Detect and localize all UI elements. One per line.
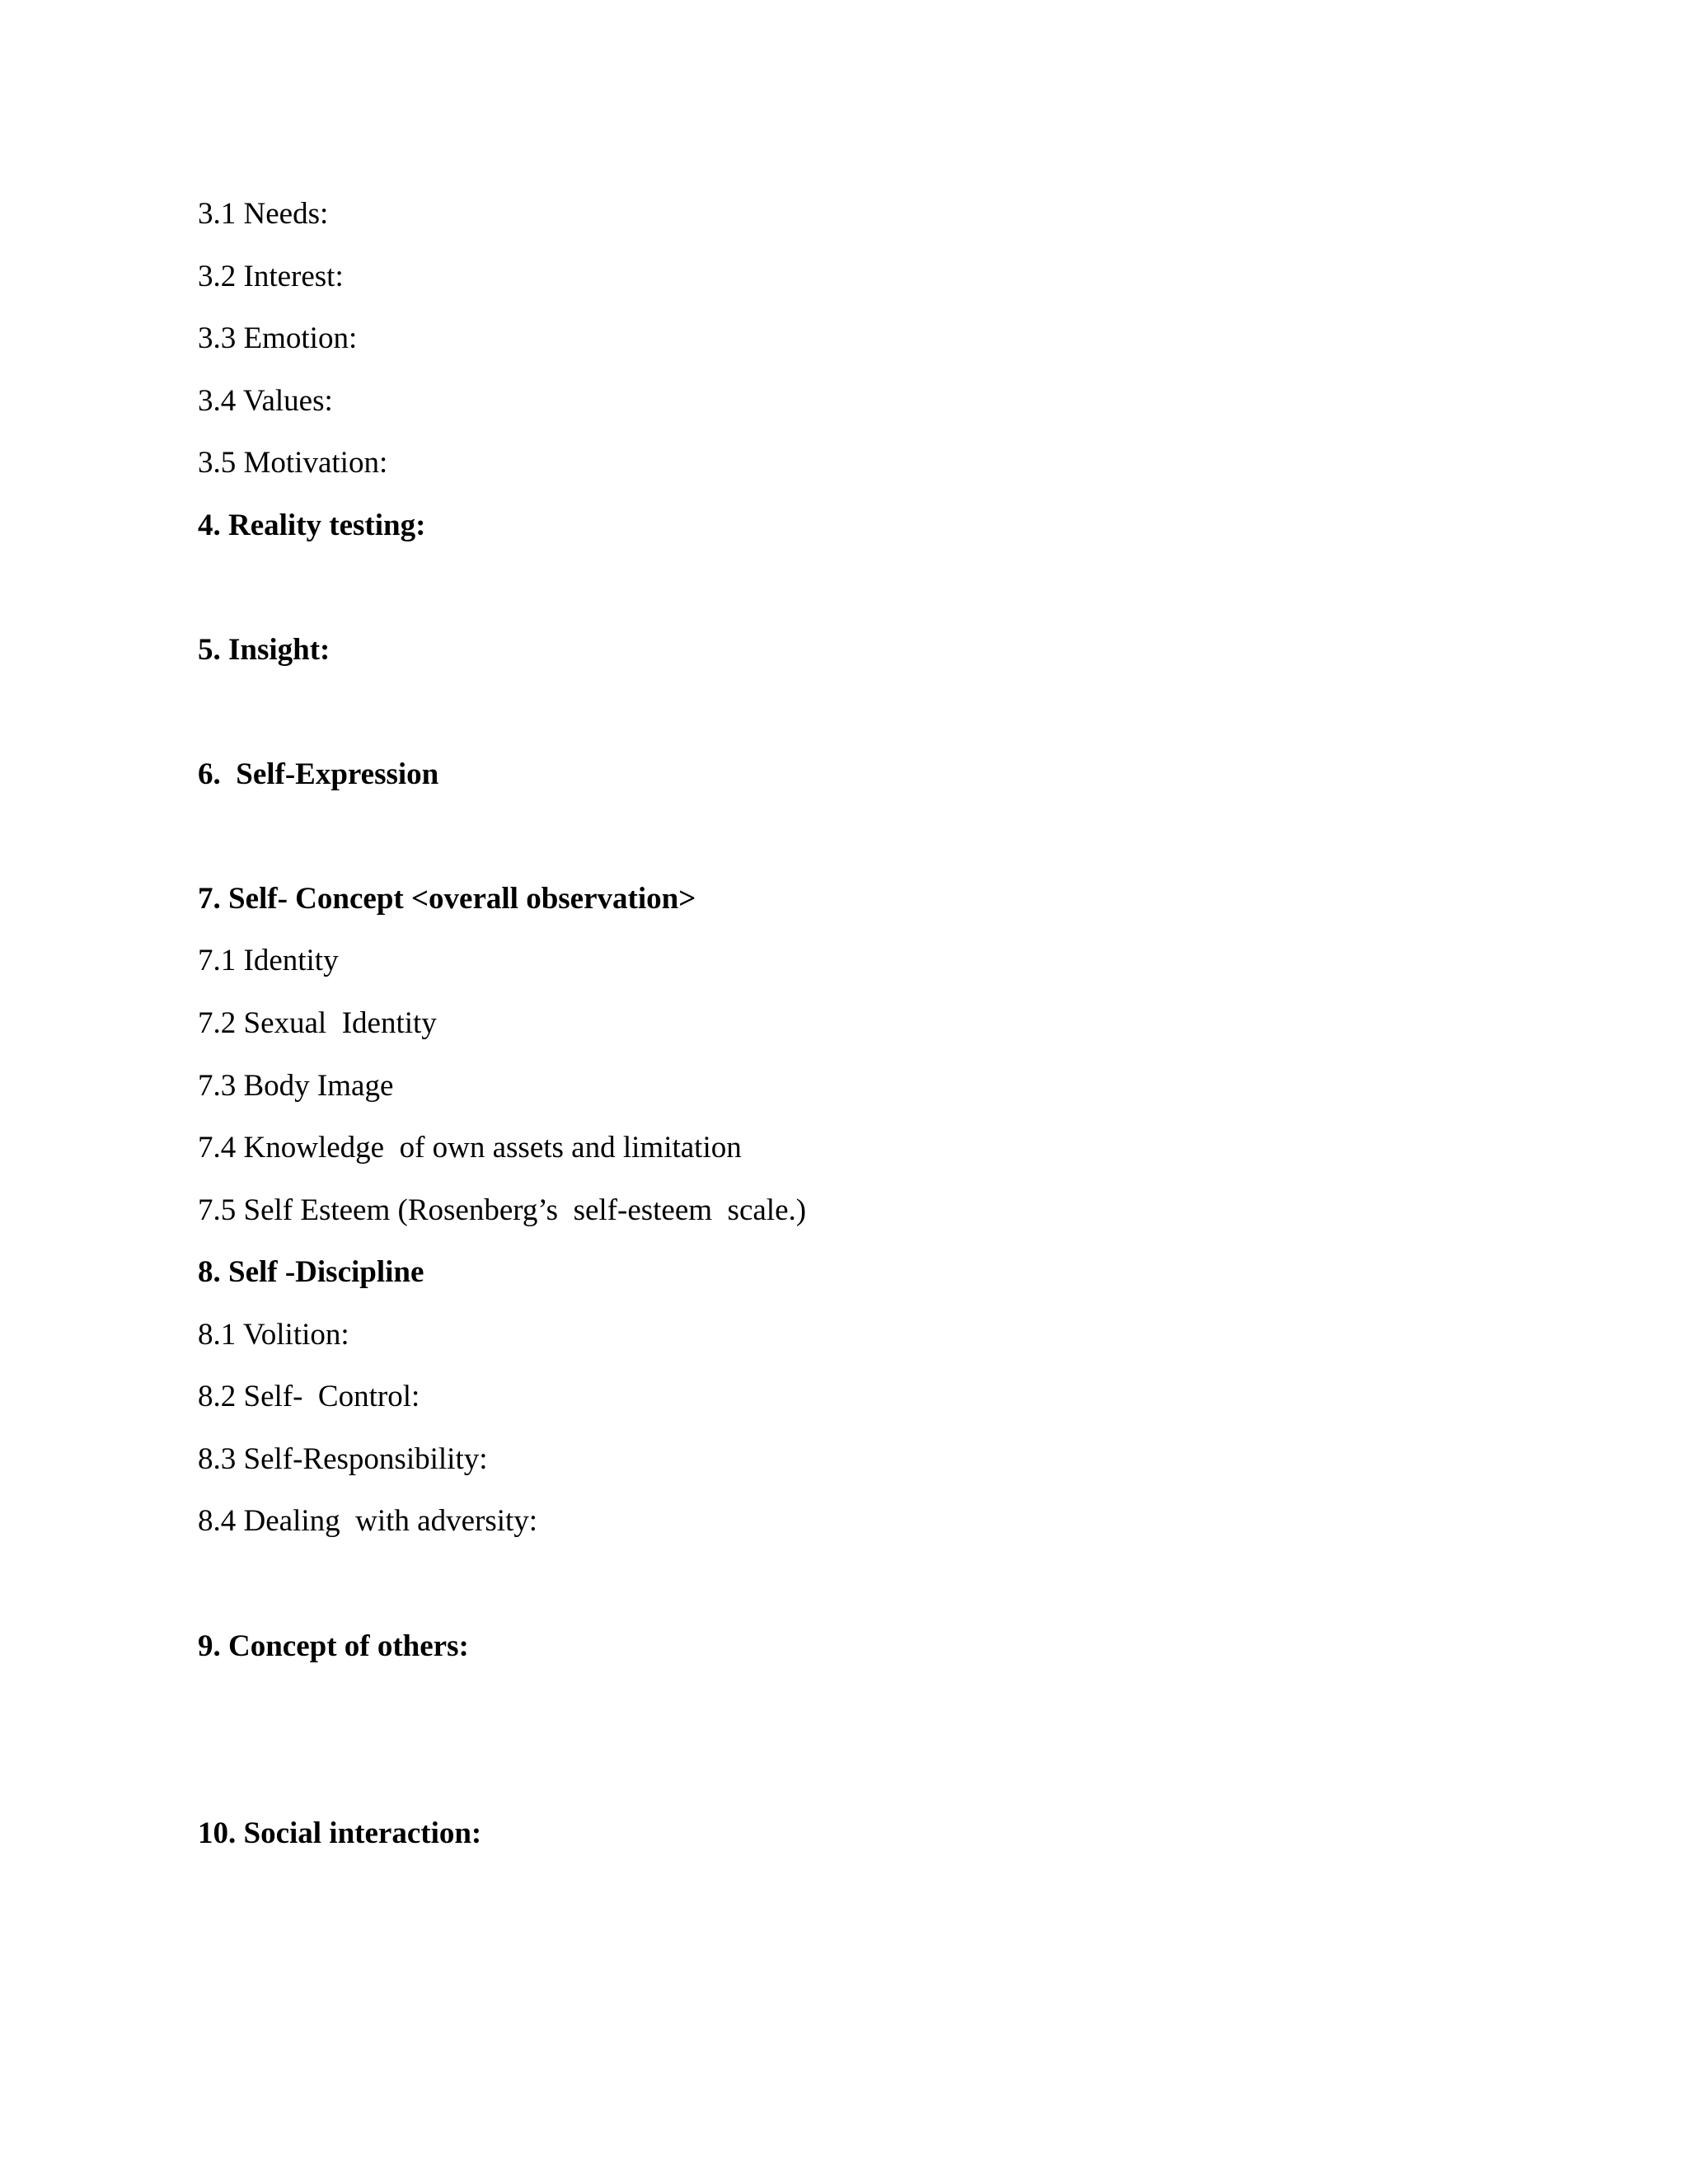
heading-4-reality-testing: 4. Reality testing:: [198, 509, 426, 542]
item-8-1-volition: 8.1 Volition:: [198, 1318, 349, 1352]
item-7-1-identity: 7.1 Identity: [198, 944, 339, 977]
item-8-4-dealing-with-adversity: 8.4 Dealing with adversity:: [198, 1504, 538, 1538]
item-7-2-sexual-identity: 7.2 Sexual Identity: [198, 1006, 437, 1040]
item-7-5-self-esteem: 7.5 Self Esteem (Rosenberg’s self-esteem scale.): [198, 1193, 807, 1227]
item-8-2-self-control: 8.2 Self- Control:: [198, 1380, 420, 1413]
heading-8-self-discipline: 8. Self -Discipline: [198, 1255, 424, 1289]
heading-9-concept-of-others: 9. Concept of others:: [198, 1629, 469, 1663]
item-3-4-values: 3.4 Values:: [198, 384, 333, 418]
heading-6-self-expression: 6. Self-Expression: [198, 757, 439, 791]
item-3-1-needs: 3.1 Needs:: [198, 197, 329, 231]
item-3-3-emotion: 3.3 Emotion:: [198, 321, 358, 355]
item-3-2-interest: 3.2 Interest:: [198, 260, 344, 293]
item-7-3-body-image: 7.3 Body Image: [198, 1069, 394, 1103]
heading-5-insight: 5. Insight:: [198, 633, 331, 667]
item-7-4-knowledge: 7.4 Knowledge of own assets and limitation: [198, 1131, 742, 1165]
item-3-5-motivation: 3.5 Motivation:: [198, 446, 388, 480]
heading-10-social-interaction: 10. Social interaction:: [198, 1816, 482, 1850]
item-8-3-self-responsibility: 8.3 Self-Responsibility:: [198, 1442, 488, 1476]
heading-7-self-concept: 7. Self- Concept <overall observation>: [198, 882, 696, 916]
